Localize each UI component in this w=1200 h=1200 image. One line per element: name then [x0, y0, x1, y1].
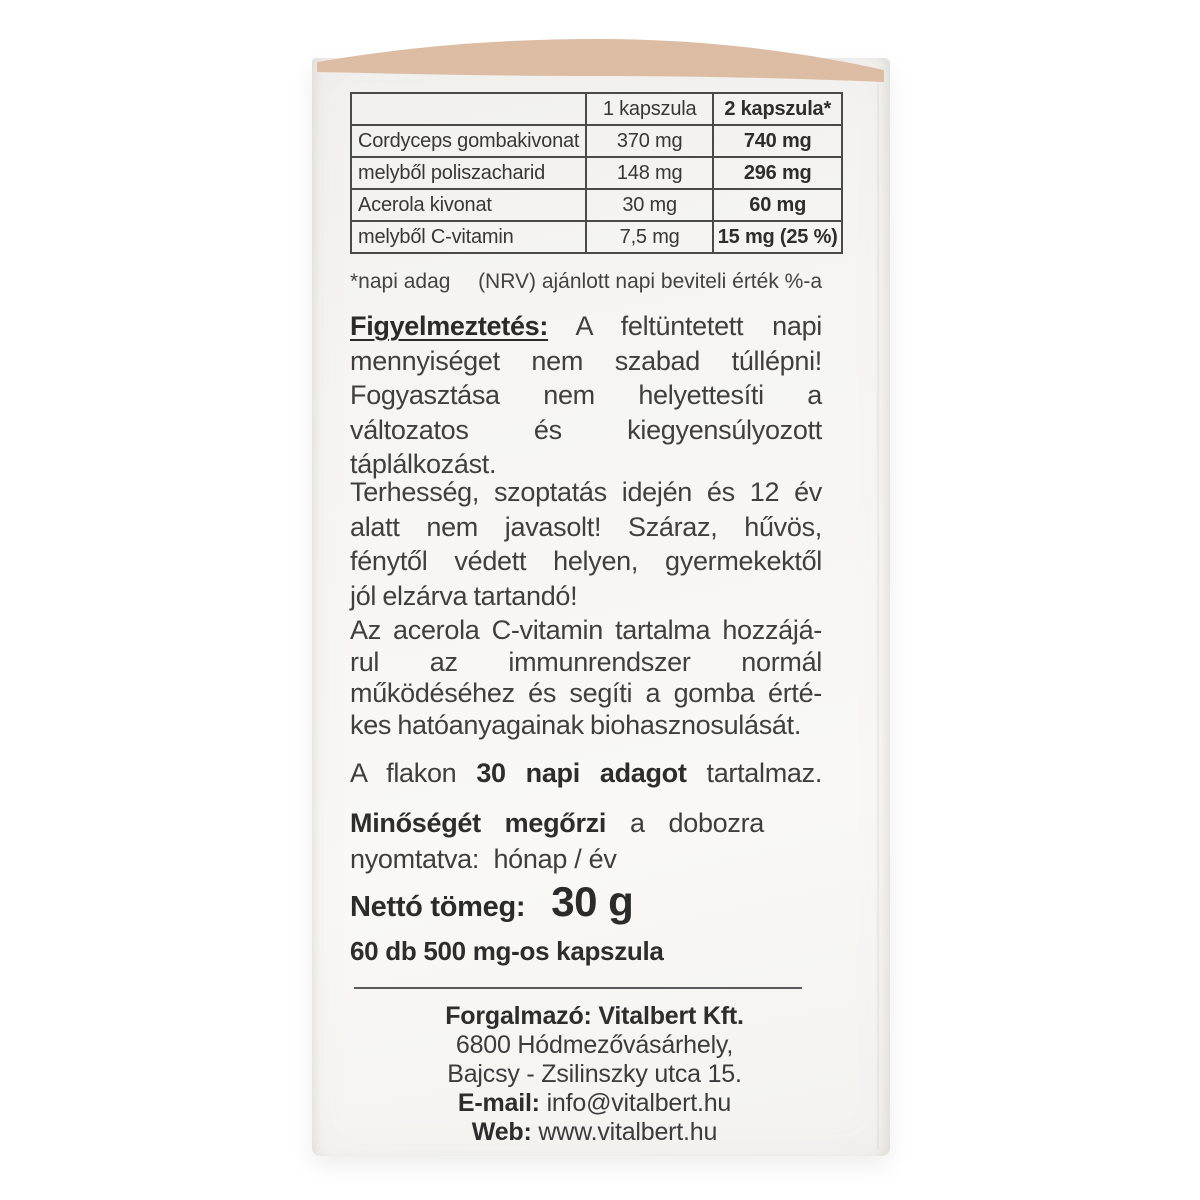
storage-paragraph — [350, 475, 822, 613]
table-header-row — [351, 93, 842, 125]
amount-1-capsule: 30 mg — [586, 189, 713, 221]
footnote-nrv: (NRV) ajánlott napi beviteli érték %-a — [478, 270, 822, 293]
distributor-name: Forgalmazó: Vitalbert Kft. — [445, 1002, 744, 1030]
email-address: info@vitalbert.hu — [546, 1089, 732, 1117]
storage-line: jól elzárva tartandó! — [350, 580, 578, 611]
acerola-line: Az acerola C-vitamin tartalma hozzájá- — [350, 615, 822, 645]
servings-line — [350, 756, 822, 790]
amount-2-capsules: 60 mg — [713, 189, 842, 221]
warning-line: táplálkozást. — [350, 449, 497, 479]
capsule-count-line: 60 db 500 mg-os kapszula — [350, 936, 664, 966]
warning-text: A feltüntetett napi — [575, 311, 822, 341]
table-row-c-vitamin — [351, 221, 842, 253]
header-1-kapszula: 1 kapszula — [586, 93, 713, 125]
net-weight-line — [350, 878, 633, 926]
servings-post: tartalmaz. — [706, 758, 823, 788]
supplement-box — [312, 58, 890, 1156]
amount-1-capsule: 370 mg — [586, 125, 713, 157]
acerola-line: működéséhez és segíti a gomba érté- — [350, 678, 822, 708]
header-empty-cell — [351, 93, 586, 125]
box-side-fold — [877, 84, 879, 1150]
warning-paragraph — [350, 309, 822, 482]
web-label: Web: — [471, 1118, 532, 1146]
net-weight-value: 30 g — [551, 878, 634, 925]
table-row-acerola — [351, 189, 842, 221]
storage-line: Terhesség, szoptatás idején és 12 év — [350, 477, 822, 507]
table-row-cordyceps — [351, 125, 842, 157]
distributor-web-line — [348, 1118, 841, 1147]
quality-paragraph — [350, 805, 764, 877]
nutrition-table — [350, 92, 843, 254]
storage-line: alatt nem javasolt! Száraz, hűvös, — [350, 511, 822, 542]
acerola-paragraph — [350, 615, 822, 741]
warning-line: változatos és kiegyensúlyozott — [350, 414, 822, 445]
quality-label: Minőségét megőrzi — [350, 808, 607, 838]
label-content — [348, 58, 844, 1156]
warning-line: Fogyasztása nem helyettesíti a — [350, 380, 822, 410]
amount-1-capsule: 148 mg — [586, 157, 713, 189]
amount-2-capsules: 15 mg (25 %) — [713, 221, 842, 253]
table-row-polysaccharide — [351, 157, 842, 189]
amount-2-capsules: 296 mg — [713, 157, 842, 189]
distributor-street: Bajcsy - Zsilinszky utca 15. — [447, 1060, 742, 1088]
net-weight-label: Nettó tömeg: — [350, 891, 526, 923]
distributor-block — [348, 1002, 841, 1147]
divider-line — [354, 987, 802, 989]
ingredient-name: melyből poliszacharid — [351, 157, 586, 189]
header-2-kapszula: 2 kapszula* — [713, 93, 842, 125]
ingredient-name: Acerola kivonat — [351, 189, 586, 221]
footnote-row — [350, 270, 822, 294]
amount-2-capsules: 740 mg — [713, 125, 842, 157]
distributor-email-line — [348, 1089, 841, 1118]
amount-1-capsule: 7,5 mg — [586, 221, 713, 253]
servings-count: 30 napi adagot — [476, 758, 687, 788]
acerola-line: rul az immunrendszer normál — [350, 646, 822, 677]
acerola-line: kes hatóanyagainak biohasznosulását. — [350, 709, 802, 740]
quality-rest: a dobozra — [629, 808, 764, 838]
storage-line: fénytől védett helyen, gyermekektől — [350, 546, 822, 576]
email-label: E-mail: — [457, 1089, 540, 1117]
web-address: www.vitalbert.hu — [538, 1118, 718, 1146]
warning-line: mennyiséget nem szabad túllépni! — [350, 345, 822, 376]
quality-line: nyomtatva: hónap / év — [350, 844, 617, 874]
warning-line — [350, 309, 822, 344]
warning-label: Figyelmeztetés: — [350, 311, 549, 341]
ingredient-name: melyből C-vitamin — [351, 221, 586, 253]
quality-line — [350, 805, 764, 841]
distributor-city: 6800 Hódmezővásárhely, — [455, 1031, 734, 1059]
servings-pre: A flakon — [350, 758, 457, 788]
ingredient-name: Cordyceps gombakivonat — [351, 125, 586, 157]
footnote-daily-dose: *napi adag — [350, 270, 451, 293]
